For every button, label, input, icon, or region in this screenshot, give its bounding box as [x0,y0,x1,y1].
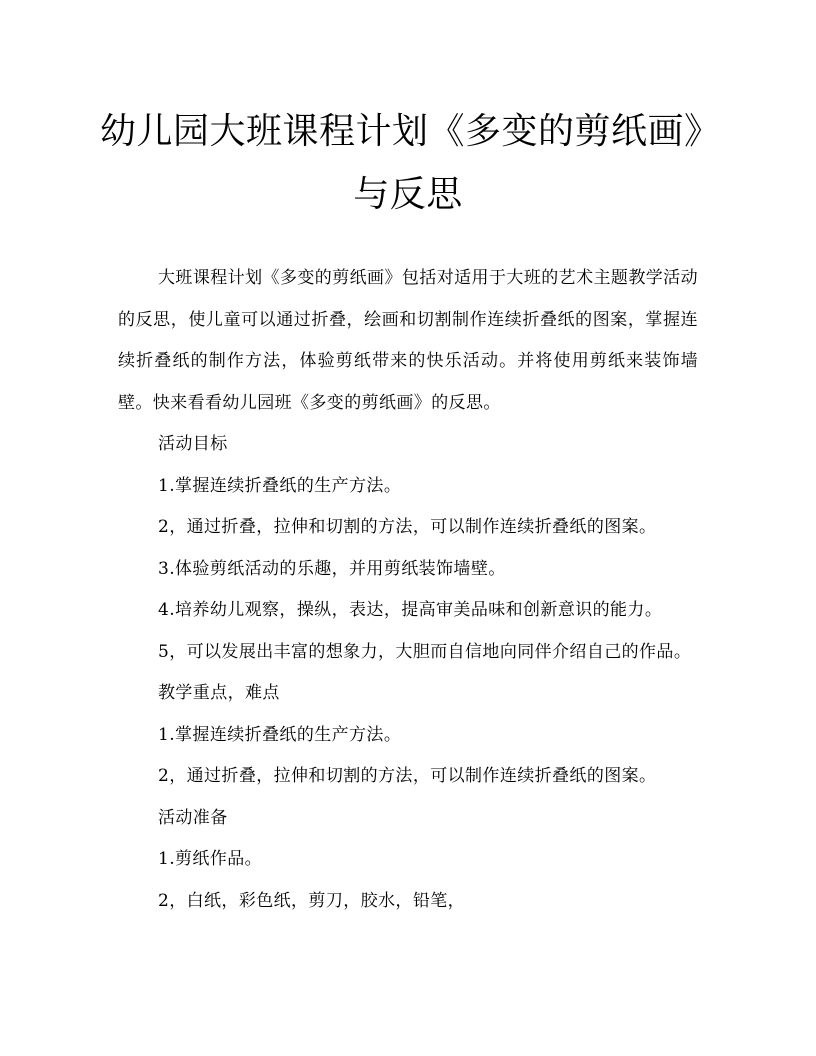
document-body [118,258,698,922]
preparation-item-2: 2，白纸，彩色纸，剪刀，胶水，铅笔， [158,890,466,911]
key-point-item-1: 1.掌握连续折叠纸的生产方法。 [158,724,402,745]
section-heading-preparation: 活动准备 [158,807,228,828]
document-title-line-2: 与反思 [353,174,463,215]
section-heading-objectives: 活动目标 [158,434,228,454]
objective-item-5: 5，可以发展出丰富的想象力，大胆而自信地向同伴介绍自己的作品。 [158,641,692,662]
intro-paragraph: 大班课程计划《多变的剪纸画》包括对适用于大班的艺术主题教学活动的反思，使儿童可以通过折叠，绘画和切割制作连续折叠纸的图案，掌握连续折叠纸的制作方法，体验剪纸带来的快乐活动。并将使用剪纸来装饰墙壁。快来看看幼儿园班《多变的剪纸画》的反思。 [118,268,698,413]
preparation-item-1: 1.剪纸作品。 [158,849,263,869]
objective-item-1: 1.掌握连续折叠纸的生产方法。 [158,475,402,496]
key-point-item-2: 2，通过折叠，拉伸和切割的方法，可以制作连续折叠纸的图案。 [158,766,657,786]
objective-item-4: 4.培养幼儿观察，操纵，表达，提高审美品味和创新意识的能力。 [158,600,663,620]
objective-item-2: 2，通过折叠，拉伸和切割的方法，可以制作连续折叠纸的图案。 [158,517,657,537]
section-heading-key-points: 教学重点，难点 [158,683,280,703]
objective-item-3: 3.体验剪纸活动的乐趣，并用剪纸装饰墙壁。 [158,558,506,579]
document-title-line-1: 幼儿园大班课程计划《多变的剪纸画》 [100,111,721,152]
